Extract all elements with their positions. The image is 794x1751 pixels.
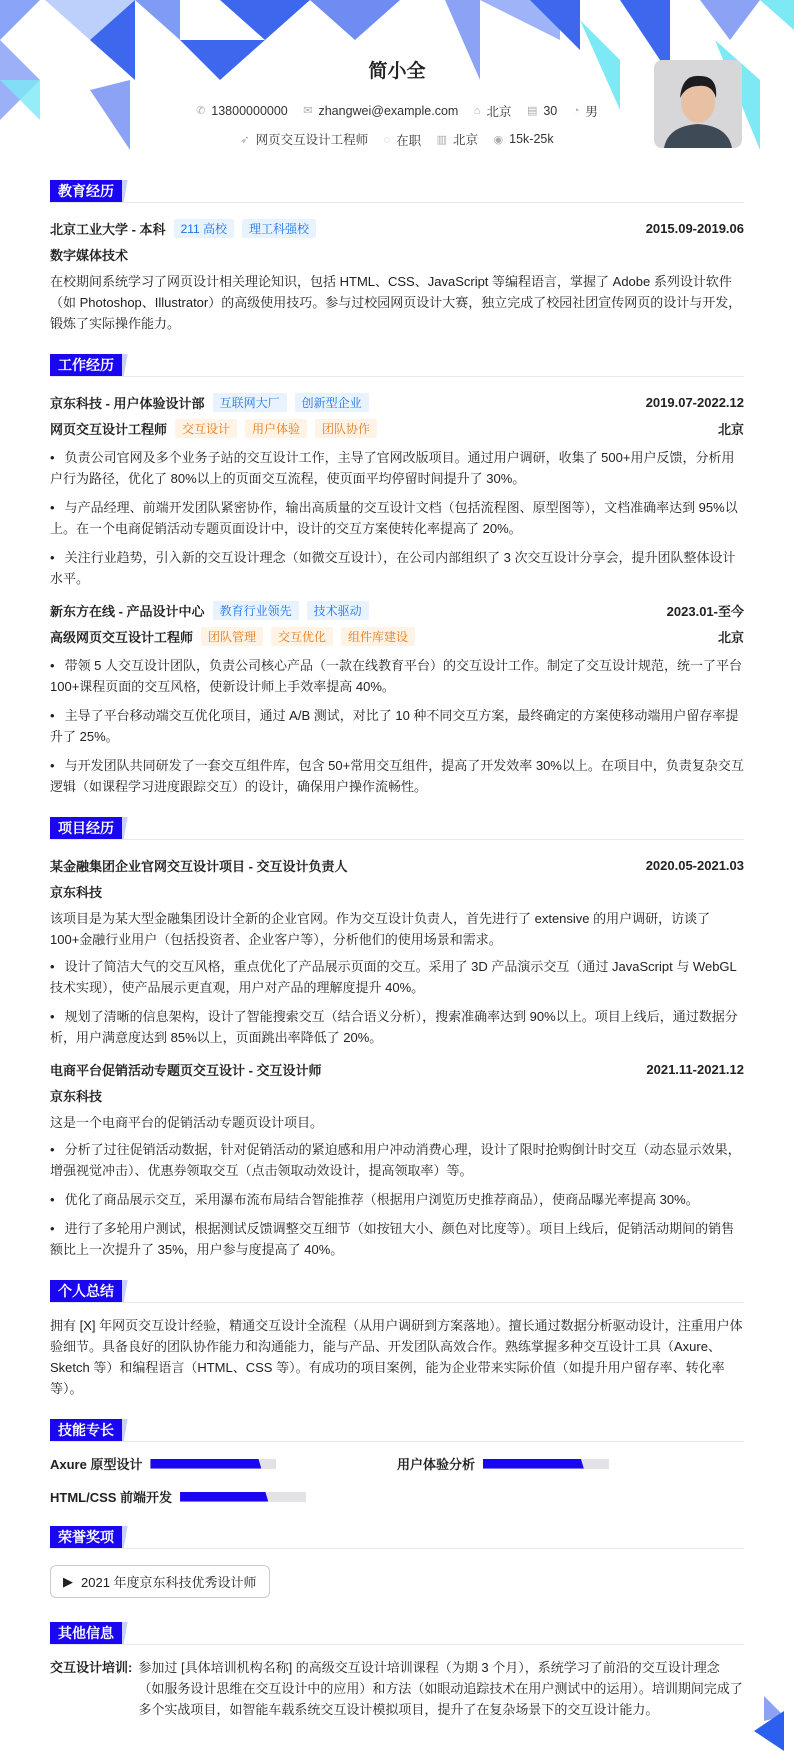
candidate-name: 简小全 bbox=[368, 61, 426, 82]
corner-triangle-decoration bbox=[754, 1691, 794, 1751]
section-work: 工作经历 bbox=[50, 354, 744, 377]
other-info: 交互设计培训: 参加过 [具体培训机构名称] 的高级交互设计培训课程（为期 3 个月），系统学习了前沿的交互设计理念（如服务设计思维在交互设计中的应用）和方法（如眼动追踪技术在用户测试中的运用）。培训期间完成了多个实战项目，如智能车载系统交互设计模拟项目，提升了在复杂场景下的交互设计能力。 bbox=[50, 1660, 743, 1717]
skill-tag: 组件库建设 bbox=[341, 627, 415, 646]
bullet: • 负责公司官网及多个业务子站的交互设计工作，主导了官网改版项目。通过用户调研，收集了 500+用户反馈，分析用户行为路径，优化了 80%以上的页面交互流程，使页面平均停留时间提升了 30%。 bbox=[50, 447, 744, 489]
skill-tag: 团队协作 bbox=[315, 419, 377, 438]
summary-text: 拥有 [X] 年网页交互设计经验，精通交互设计全流程（从用户调研到方案落地）。擅长通过数据分析驱动设计，注重用户体验细节。具备良好的团队协作能力和沟通能力，能与产品、开发团队高效合作。熟练掌握多种交互设计工具（Axure、Sketch 等）和编程语言（HTML、CSS 等）。有成功的项目案例，能为企业带来实际价值（如提升用户留存率、转化率等）。 bbox=[50, 1318, 743, 1396]
skill-item: HTML/CSS 前端开发 bbox=[50, 1487, 397, 1506]
salary: 15k-25k bbox=[509, 132, 554, 146]
skill-tag: 团队管理 bbox=[201, 627, 263, 646]
section-other: 其他信息 bbox=[50, 1622, 744, 1645]
building-icon: ▥ bbox=[436, 133, 448, 146]
work-company: 京东科技 - 用户体验设计部 互联网大厂 创新型企业 2019.07-2022.12 bbox=[50, 394, 744, 411]
tag: 211 高校 bbox=[174, 219, 234, 238]
skill-bar bbox=[180, 1492, 306, 1502]
cake-icon: ▤ bbox=[526, 105, 538, 117]
award-item[interactable]: ▶ 2021 年度京东科技优秀设计师 bbox=[50, 1565, 270, 1598]
work-role: 网页交互设计工程师 交互设计 用户体验 团队协作 北京 bbox=[50, 415, 744, 441]
skill-bar-fill bbox=[180, 1492, 268, 1502]
education-desc: 在校期间系统学习了网页设计相关理论知识，包括 HTML、CSS、JavaScript 等编程语言，掌握了 Adobe 系列设计软件（如 Photoshop、Illustrator）的高级使用技巧。参与过校园网页设计大赛，独立完成了校园社团宣传网页的设计与开发，锻炼了实际操作能力。 bbox=[50, 274, 742, 331]
bullet: • 进行了多轮用户测试，根据测试反馈调整交互细节（如按钮大小、颜色对比度等）。项目上线后，促销活动期间的销售额比上一次提升了 35%，用户参与度提高了 40%。 bbox=[50, 1218, 744, 1260]
project-org: 京东科技 bbox=[50, 884, 103, 900]
resume-header bbox=[0, 0, 794, 160]
home-icon: ⌂ bbox=[473, 105, 481, 117]
date: 2023.01-至今 bbox=[666, 603, 744, 619]
bullet: • 关注行业趋势，引入新的交互设计理念（如微交互设计），在公司内部组织了 3 次交互设计分享会，提升团队整体设计水平。 bbox=[50, 547, 744, 589]
education-item: 北京工业大学 - 本科 211 高校 理工科强校 2015.09-2019.06 bbox=[50, 220, 744, 237]
bullet: • 主导了平台移动端交互优化项目，通过 A/B 测试，对比了 10 种不同交互方案，最终确定的方案使移动端用户留存率提升了 25%。 bbox=[50, 705, 744, 747]
bullet: • 分析了过往促销活动数据，针对促销活动的紧迫感和用户冲动消费心理，设计了限时抢购倒计时交互（动态显示效果，增强视觉冲击）、优惠券领取交互（点击领取动效设计，提高领取率）等。 bbox=[50, 1139, 744, 1181]
job-status: 在职 bbox=[396, 133, 422, 148]
section-education: 教育经历 bbox=[50, 180, 744, 203]
project-desc: 该项目是为某大型金融集团设计全新的企业官网。作为交互设计负责人，首先进行了 extensive 的用户调研，访谈了 100+金融行业用户（包括投资者、企业客户等），分析他们的使用场景和需求。 bbox=[50, 911, 711, 947]
skill-tag: 交互设计 bbox=[175, 419, 237, 438]
project-org: 京东科技 bbox=[50, 1088, 103, 1104]
tag: 互联网大厂 bbox=[213, 393, 287, 412]
project-desc: 这是一个电商平台的促销活动专题页设计项目。 bbox=[50, 1115, 324, 1130]
send-icon: ➶ bbox=[240, 133, 250, 146]
avatar bbox=[654, 60, 742, 148]
job-title: 网页交互设计工程师 bbox=[255, 133, 369, 147]
gender-icon: ◔ bbox=[572, 105, 580, 117]
triangle-right-icon: ▶ bbox=[63, 1573, 73, 1589]
bullet: • 与开发团队共同研发了一套交互组件库，包含 50+常用交互组件，提高了开发效率 30%以上。在项目中，负责复杂交互逻辑（如课程学习进度跟踪交互）的设计，确保用户操作流畅性。 bbox=[50, 755, 744, 797]
skill-item: Axure 原型设计 bbox=[50, 1454, 397, 1473]
project-title: 某金融集团企业官网交互设计项目 - 交互设计负责人 2020.05-2021.03 bbox=[50, 857, 744, 874]
skill-bar bbox=[150, 1459, 276, 1469]
skill-tag: 用户体验 bbox=[245, 419, 307, 438]
bullet: • 优化了商品展示交互，采用瀑布流布局结合智能推荐（根据用户浏览历史推荐商品），使商品曝光率提高 30%。 bbox=[50, 1189, 744, 1210]
location: 北京 bbox=[486, 105, 512, 119]
section-projects: 项目经历 bbox=[50, 817, 744, 840]
skill-bar bbox=[483, 1459, 609, 1469]
age: 30 bbox=[543, 103, 558, 118]
section-awards: 荣誉奖项 bbox=[50, 1526, 744, 1549]
work-role: 高级网页交互设计工程师 团队管理 交互优化 组件库建设 北京 bbox=[50, 623, 744, 649]
skill-bar-fill bbox=[483, 1459, 584, 1469]
phone: 13800000000 bbox=[211, 103, 288, 118]
skill-tag: 交互优化 bbox=[271, 627, 333, 646]
email-icon: ✉ bbox=[303, 105, 313, 117]
bullet: • 带领 5 人交互设计团队，负责公司核心产品（一款在线教育平台）的交互设计工作。制定了交互设计规范，统一了平台 100+课程页面的交互风格，使新设计师上手效率提高 40%。 bbox=[50, 655, 744, 697]
section-summary: 个人总结 bbox=[50, 1280, 744, 1303]
work-company: 新东方在线 - 产品设计中心 教育行业领先 技术驱动 2023.01-至今 bbox=[50, 597, 744, 623]
skill-item: 用户体验分析 bbox=[397, 1454, 744, 1473]
target-city: 北京 bbox=[453, 133, 479, 147]
skill-bar-fill bbox=[150, 1459, 261, 1469]
tag: 技术驱动 bbox=[307, 601, 369, 620]
section-skills: 技能专长 bbox=[50, 1419, 744, 1442]
salary-icon: ◉ bbox=[493, 133, 504, 146]
date: 2019.07-2022.12 bbox=[645, 394, 744, 410]
tag: 创新型企业 bbox=[295, 393, 369, 412]
gender: 男 bbox=[585, 105, 598, 119]
tag: 理工科强校 bbox=[242, 219, 316, 238]
project-title: 电商平台促销活动专题页交互设计 - 交互设计师 2021.11-2021.12 bbox=[50, 1061, 744, 1078]
bullet: • 设计了简洁大气的交互风格，重点优化了产品展示页面的交互。采用了 3D 产品演示交互（通过 JavaScript 与 WebGL 技术实现），使产品展示更直观，用户对产品的理解度提升 40%。 bbox=[50, 956, 744, 998]
major: 数字媒体技术 bbox=[50, 247, 129, 263]
email[interactable]: zhangwei@example.com bbox=[318, 103, 459, 118]
bullet: • 与产品经理、前端开发团队紧密协作，输出高质量的交互设计文档（包括流程图、原型图等），文档准确率达到 95%以上。在一个电商促销活动专题页面设计中，设计的交互方案使转化率提高了 20%。 bbox=[50, 497, 744, 539]
phone-icon: ✆ bbox=[196, 105, 206, 117]
status-icon: ◌ bbox=[383, 133, 391, 146]
date: 2015.09-2019.06 bbox=[645, 220, 744, 236]
tag: 教育行业领先 bbox=[213, 601, 299, 620]
bullet: • 规划了清晰的信息架构，设计了智能搜索交互（结合语义分析），搜索准确率达到 90%以上。项目上线后，通过数据分析，用户满意度达到 85%以上，页面跳出率降低了 20%。 bbox=[50, 1006, 744, 1048]
